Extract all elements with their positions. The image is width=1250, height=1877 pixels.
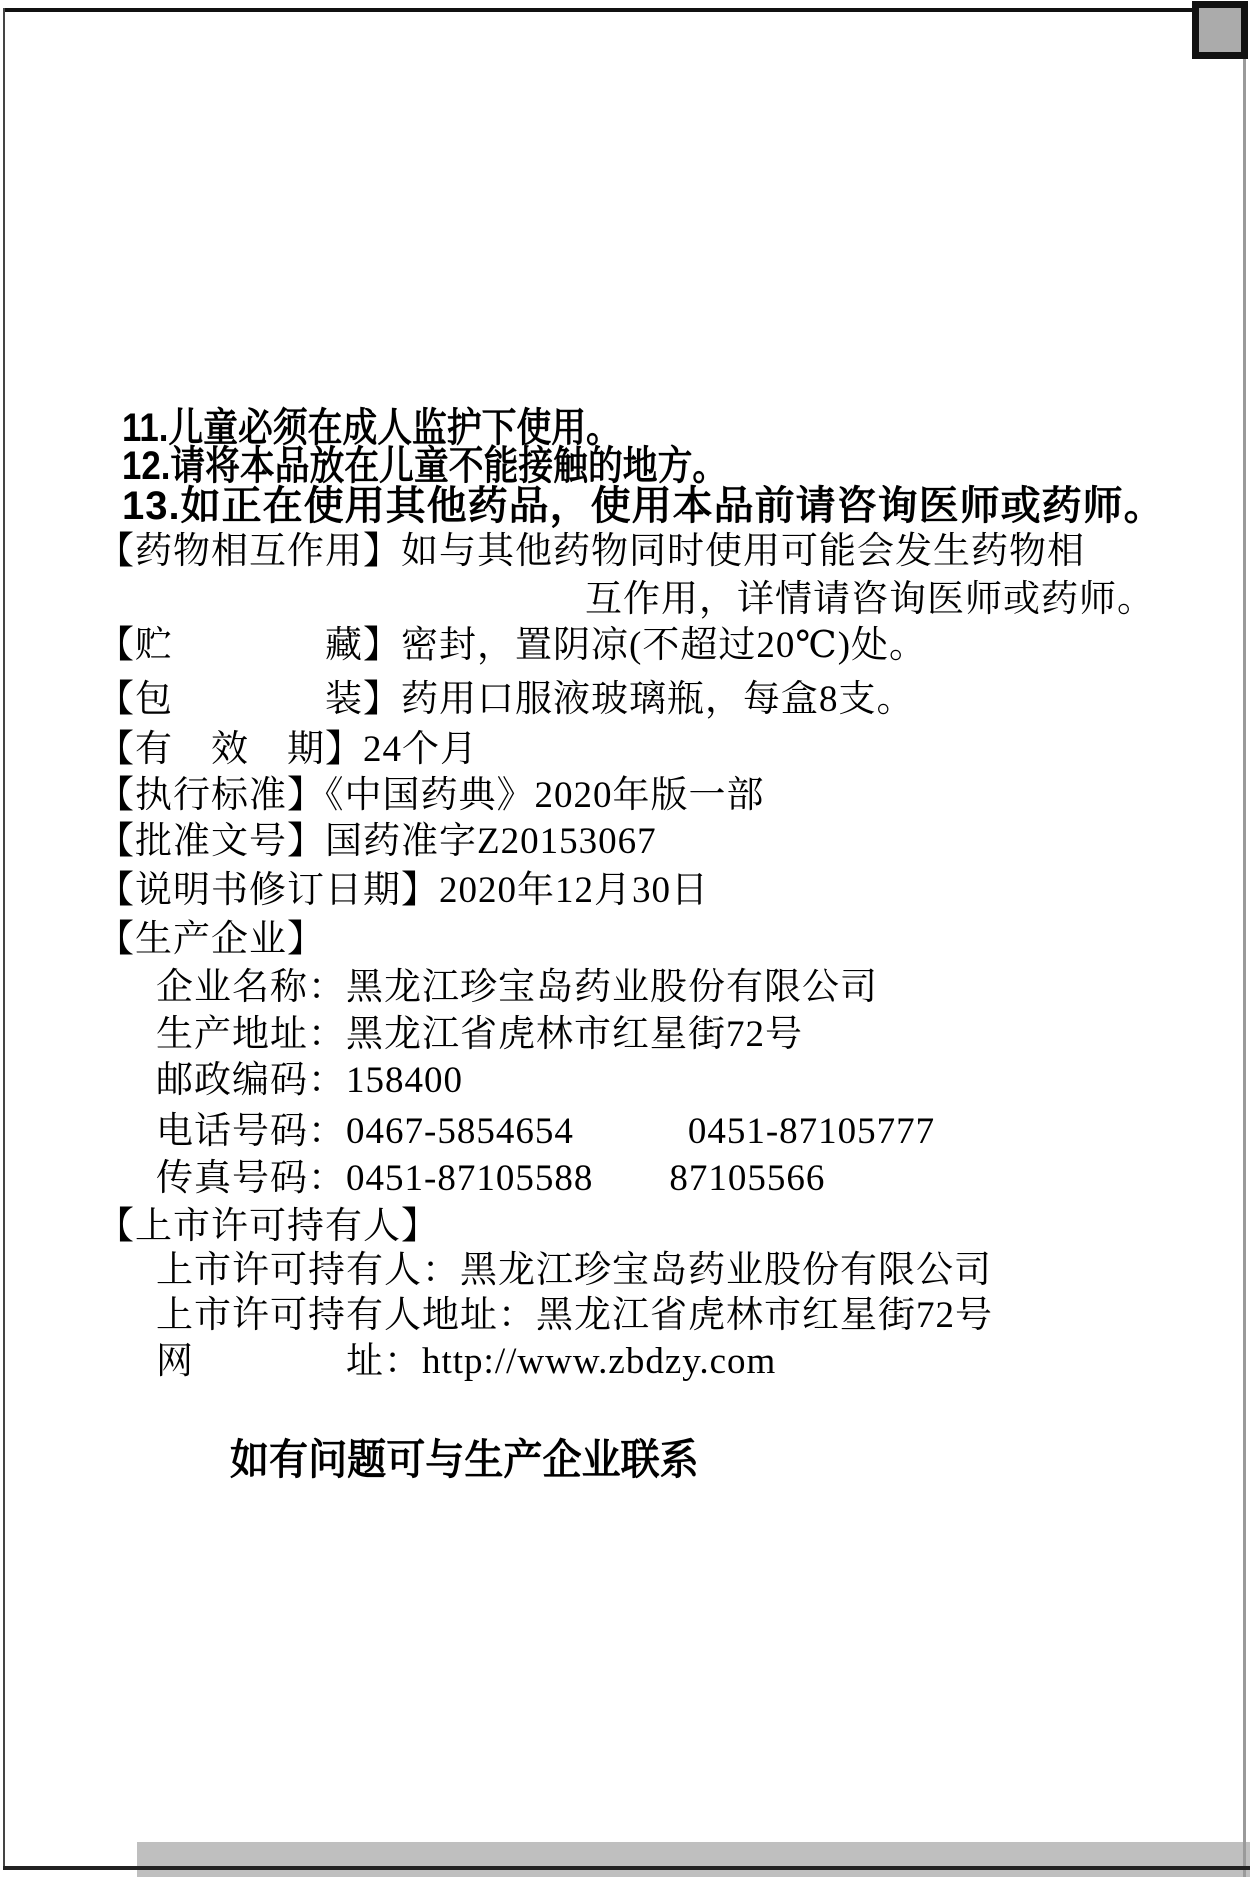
manufacturer-phone: 电话号码：0467-5854654 0451-87105777: [156, 1111, 936, 1152]
storage-line: 【贮 藏】密封，置阴凉(不超过20℃)处。: [97, 625, 928, 666]
executive-standard-line: 【执行标准】《中国药典》2020年版一部: [97, 775, 765, 816]
packaging-line: 【包 装】药用口服液玻璃瓶，每盒8支。: [97, 679, 915, 720]
revision-date-line: 【说明书修订日期】2020年12月30日: [97, 870, 709, 911]
manufacturer-header: 【生产企业】: [97, 919, 325, 960]
page-border-bottom: [3, 1866, 1250, 1870]
page-border-top: [3, 8, 1193, 12]
registration-mark-square: [1192, 1, 1248, 59]
manufacturer-postal-code: 邮政编码：158400: [156, 1060, 463, 1101]
validity-period-line: 【有 效 期】24个月: [97, 729, 478, 770]
precaution-item-13: 13.如正在使用其他药品，使用本品前请咨询医师或药师。: [122, 484, 1165, 528]
drug-interaction-line-2: 互作用，详情请咨询医师或药师。: [585, 579, 1155, 620]
approval-number-line: 【批准文号】国药准字Z20153067: [97, 821, 657, 862]
manufacturer-address: 生产地址：黑龙江省虎林市红星街72号: [156, 1014, 803, 1055]
mah-holder-name: 上市许可持有人：黑龙江珍宝岛药业股份有限公司: [156, 1250, 992, 1291]
precaution-item-12: 12.请将本品放在儿童不能接触的地方。: [122, 444, 728, 488]
page-edge-right: [1243, 2, 1246, 1877]
precaution-item-11: 11.儿童必须在成人监护下使用。: [122, 406, 621, 450]
manufacturer-fax: 传真号码：0451-87105588 87105566: [156, 1158, 826, 1199]
mah-website: 网 址：http://www.zbdzy.com: [156, 1341, 777, 1382]
mah-holder-address: 上市许可持有人地址：黑龙江省虎林市红星街72号: [156, 1295, 993, 1336]
page-border-left: [3, 8, 5, 1868]
manufacturer-company-name: 企业名称：黑龙江珍宝岛药业股份有限公司: [156, 967, 878, 1008]
contact-note: 如有问题可与生产企业联系: [230, 1436, 699, 1483]
mah-header: 【上市许可持有人】: [97, 1206, 439, 1247]
scan-artifact-band: [137, 1842, 1250, 1877]
drug-interaction-line-1: 【药物相互作用】如与其他药物同时使用可能会发生药物相: [97, 531, 1085, 572]
